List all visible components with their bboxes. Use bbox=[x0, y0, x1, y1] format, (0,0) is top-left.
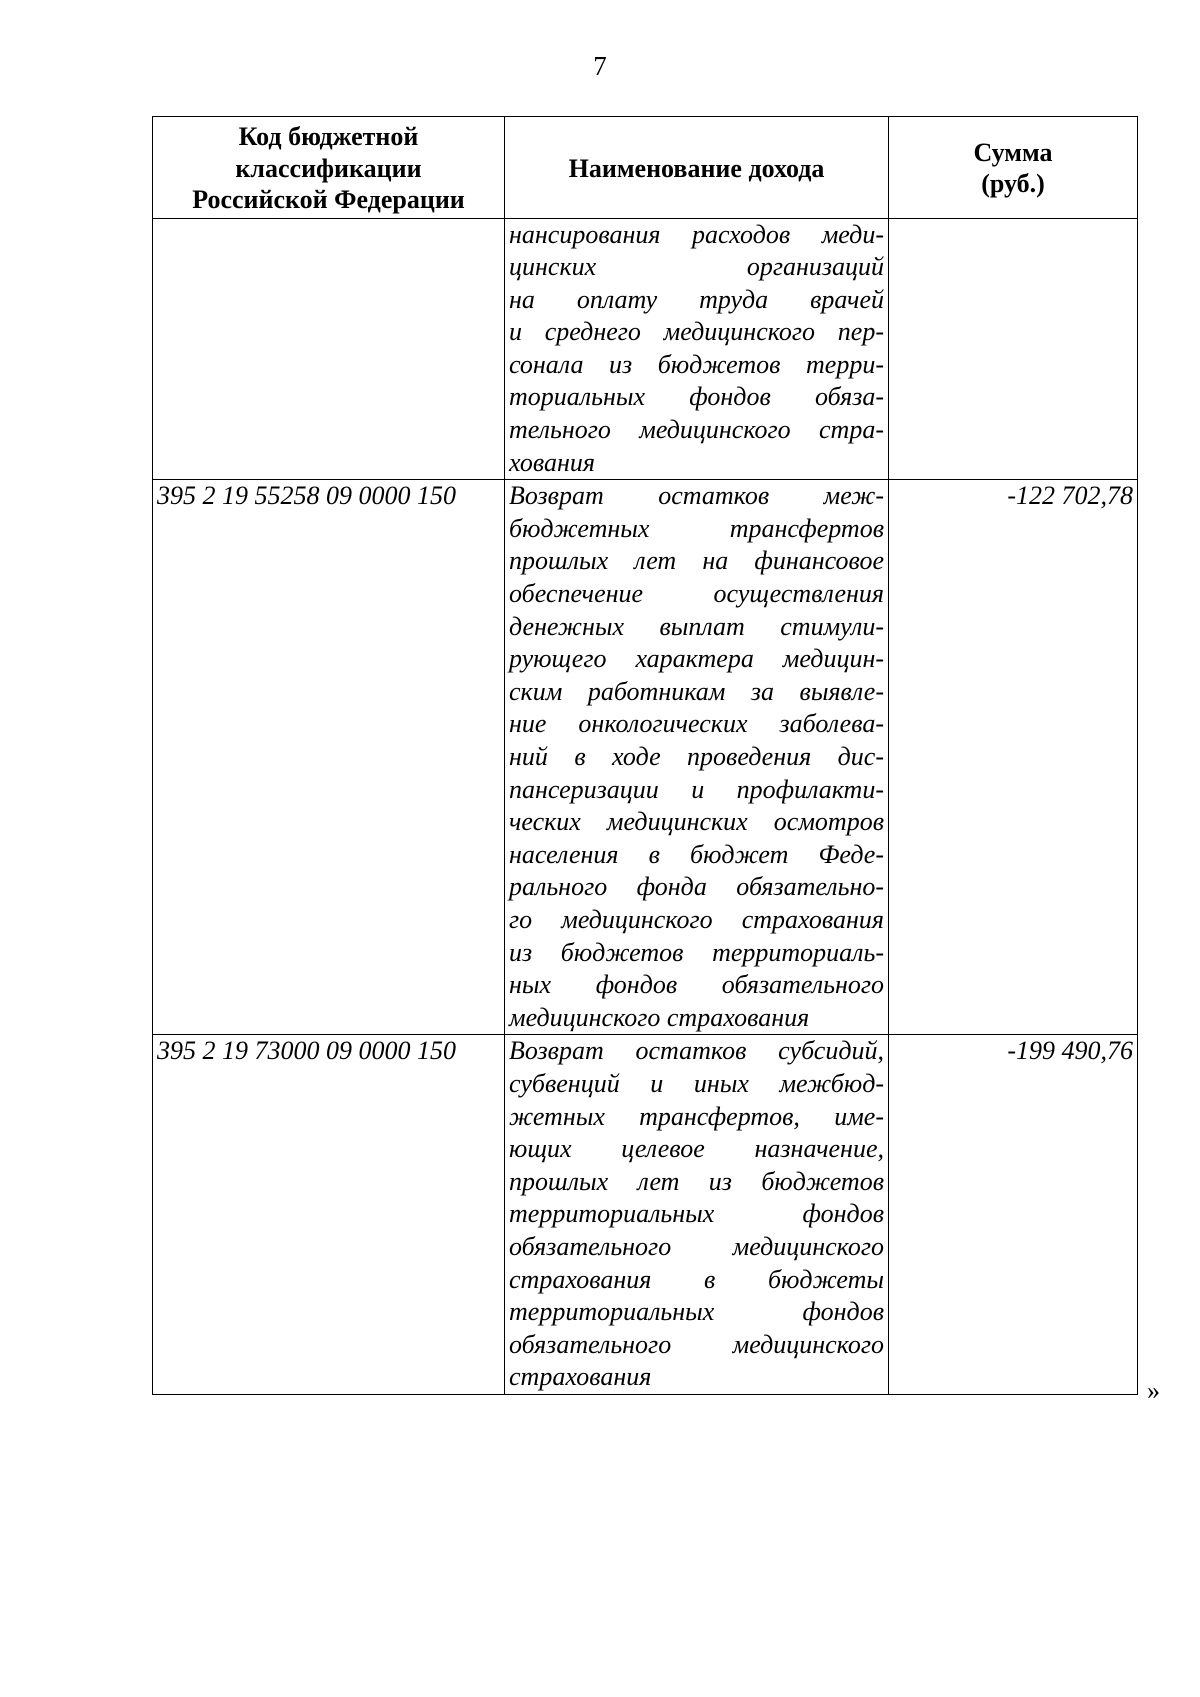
header-sum bbox=[889, 117, 1138, 219]
row-name-line: страхования в бюджеты bbox=[509, 1264, 884, 1294]
row-name-line: обеспечение осуществления bbox=[509, 579, 884, 609]
row-name-line: ческих медицинских осмотров bbox=[509, 807, 884, 837]
row-name-line: рального фонда обязательно- bbox=[509, 872, 884, 902]
row-name-line: прошлых лет на финансовое bbox=[509, 546, 884, 576]
closing-quote: » bbox=[1147, 1376, 1160, 1405]
row-code bbox=[153, 218, 505, 480]
table-row bbox=[153, 1035, 1138, 1395]
row-name-line: обязательного медицинского bbox=[509, 1231, 884, 1261]
row-name-line: ний в ходе проведения дис- bbox=[509, 742, 884, 771]
row-name-line: ние онкологических заболева- bbox=[509, 709, 884, 739]
row-sum: -199 490,76 bbox=[889, 1035, 1138, 1395]
row-name bbox=[505, 218, 889, 480]
row-name-line: из бюджетов территориаль- bbox=[509, 937, 884, 967]
row-name-line: населения в бюджет Феде- bbox=[509, 839, 884, 869]
row-name-line: прошлых лет из бюджетов bbox=[509, 1166, 884, 1196]
table-row bbox=[153, 218, 1138, 480]
header-code-line: Код бюджетной bbox=[238, 122, 419, 151]
row-name-line: субвенций и иных межбюд- bbox=[509, 1068, 884, 1098]
row-name-line: ющих целевое назначение, bbox=[509, 1134, 884, 1164]
row-name-line: пансеризации и профилакти- bbox=[509, 774, 884, 804]
header-code-line: классификации bbox=[235, 153, 422, 183]
row-name-line: на оплату труда врачей bbox=[509, 284, 884, 314]
row-name-line: жетных трансфертов, име- bbox=[509, 1101, 884, 1131]
row-name-line: медицинского страхования bbox=[509, 1002, 810, 1032]
row-name-line: Возврат остатков субсидий, bbox=[509, 1036, 884, 1066]
row-name-line: тельного медицинского стра- bbox=[509, 415, 884, 445]
row-name-line: страхования bbox=[509, 1362, 652, 1392]
row-name bbox=[505, 480, 889, 1035]
row-name-line: Возврат остатков меж- bbox=[509, 481, 884, 511]
table-row bbox=[153, 480, 1138, 1035]
row-sum: -122 702,78 bbox=[889, 480, 1138, 1035]
row-name-line: хования bbox=[509, 447, 595, 477]
row-name-line: ных фондов обязательного bbox=[509, 970, 884, 1000]
row-name-line: рующего характера медицин- bbox=[509, 644, 884, 674]
row-name-line: и среднего медицинского пер- bbox=[509, 317, 884, 347]
table-header-row bbox=[153, 117, 1138, 219]
page-number: 7 bbox=[593, 51, 607, 81]
header-name: Наименование дохода bbox=[505, 117, 889, 219]
row-name-line: цинских организаций bbox=[509, 252, 884, 282]
row-name-line: бюджетных трансфертов bbox=[509, 513, 884, 543]
row-name-line: территориальных фондов bbox=[509, 1297, 884, 1327]
row-name-line: сонала из бюджетов терри- bbox=[509, 349, 884, 379]
row-name-line: нансирования расходов меди- bbox=[509, 219, 884, 249]
row-code: 395 2 19 55258 09 0000 150 bbox=[153, 480, 505, 1035]
header-sum-line: Сумма bbox=[973, 137, 1053, 167]
row-code: 395 2 19 73000 09 0000 150 bbox=[153, 1035, 505, 1395]
row-sum bbox=[889, 218, 1138, 480]
row-name-line: ториальных фондов обяза- bbox=[509, 382, 884, 412]
row-name-line: ским работникам за выявле- bbox=[509, 676, 884, 706]
header-code bbox=[153, 117, 505, 219]
header-sum-line: (руб.) bbox=[981, 169, 1045, 199]
row-name-line: го медицинского страхования bbox=[509, 904, 884, 934]
header-code-line: Российской Федерации bbox=[192, 185, 465, 214]
row-name bbox=[505, 1035, 889, 1395]
revenue-table bbox=[152, 116, 1138, 1395]
row-name-line: обязательного медицинского bbox=[509, 1329, 884, 1359]
row-name-line: территориальных фондов bbox=[509, 1199, 884, 1229]
row-name-line: денежных выплат стимули- bbox=[509, 611, 884, 641]
